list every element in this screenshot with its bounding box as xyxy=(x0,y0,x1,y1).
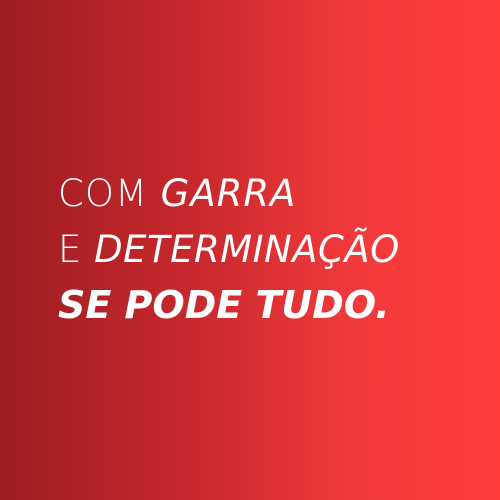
headline-line-1-normal: COM xyxy=(58,172,148,215)
headline-line-2-italic: DETERMINAÇÃO xyxy=(94,228,400,271)
headline-line-3: SE PODE TUDO. xyxy=(58,283,390,327)
headline-line-1 xyxy=(58,172,296,215)
headline-line-2 xyxy=(58,228,400,271)
headline-line-1-italic: GARRA xyxy=(160,172,297,215)
headline-line-2-normal: E xyxy=(58,228,82,271)
